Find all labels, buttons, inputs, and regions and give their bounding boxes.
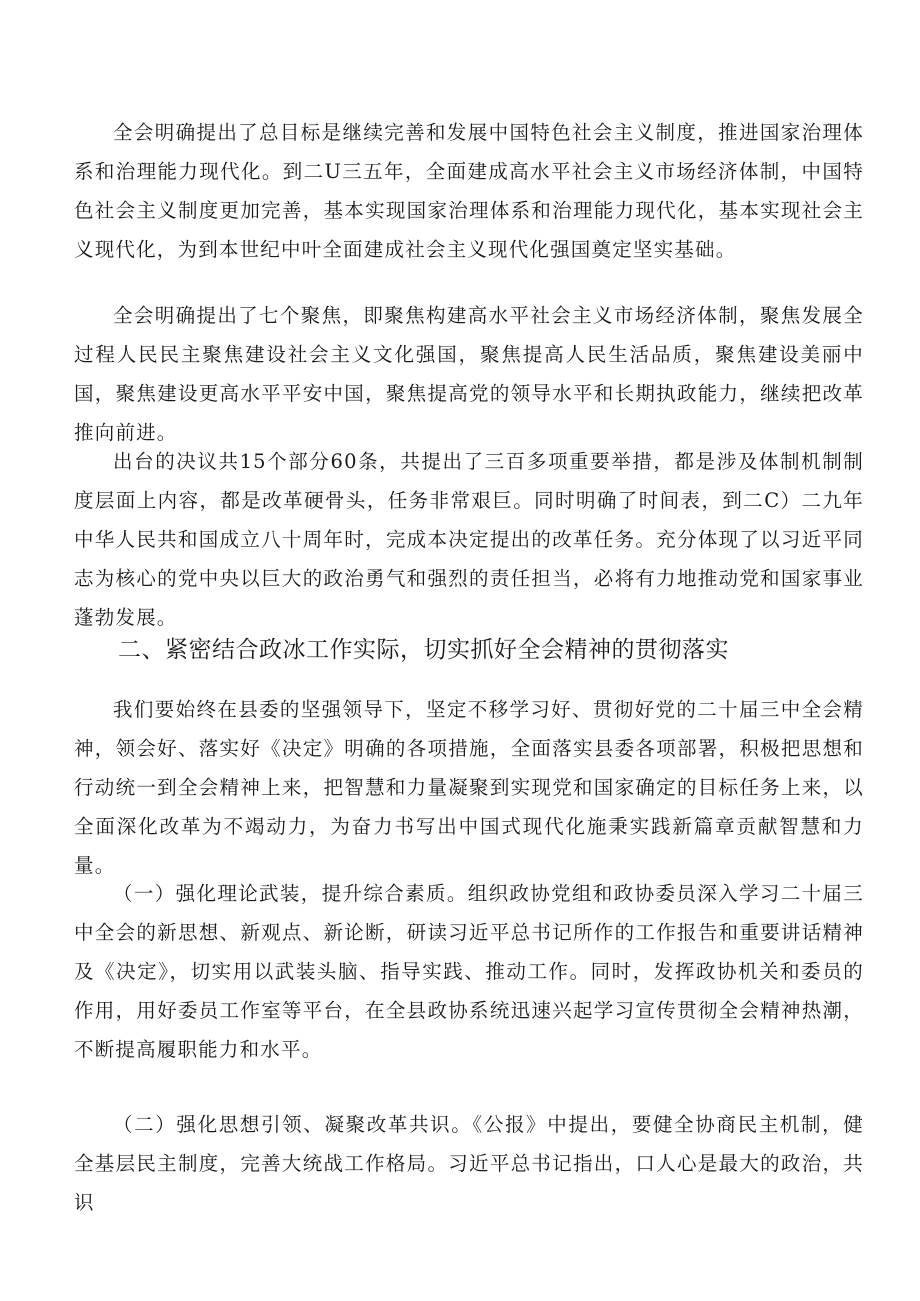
paragraph-theory-armament: （一）强化理论武装，提升综合素质。组织政协党组和政协委员深入学习二十届三中全会的新思想、新观点、新论断，研读习近平总书记所作的工作报告和重要讲话精神及《决定》，切实用以武装头脑、指导实践、推动工作。同时，发挥政协机关和委员的作用，用好委员工作室等平台，在全县政协系统迅速兴起学习宣传贯彻全会精神热潮，不断提高履职能力和水平。 [74, 882, 864, 1061]
paragraph-seven-focuses: 全会明确提出了七个聚焦，即聚焦构建高水平社会主义市场经济体制，聚焦发展全过程人民民主聚焦建设社会主义文化强国，聚焦提高人民生活品质，聚焦建设美丽中国，聚焦建设更高水平平安中国，聚焦提高党的领导水平和长期执政能力，继续把改革推向前进。 [74, 304, 864, 444]
paragraph-decision-content: 出台的决议共15个部分60条，共提出了三百多项重要举措，都是涉及体制机制制度层面上内容，都是改革硬骨头，任务非常艰巨。同时明确了时间表，到二C）二九年中华人民共和国成立八十周年时，完成本决定提出的改革任务。充分体现了以习近平同志为核心的党中央以巨大的政治勇气和强烈的责任担当，必将有力地推动党和国家事业蓬勃发展。 [74, 450, 864, 629]
paragraph-overall-goal: 全会明确提出了总目标是继续完善和发展中国特色社会主义制度，推进国家治理体系和治理能力现代化。到二U三五年，全面建成高水平社会主义市场经济体制，中国特色社会主义制度更加完善，基本实现国家治理体系和治理能力现代化，基本实现社会主义现代化，为到本世纪中叶全面建成社会主义现代化强国奠定坚实基础。 [74, 121, 864, 261]
paragraph-ideological-guidance: （二）强化思想引领、凝聚改革共识。《公报》中提出，要健全协商民主机制，健全基层民主制度，完善大统战工作格局。习近平总书记指出，口人心是最大的政治，共识 [74, 1113, 864, 1214]
paragraph-implementation: 我们要始终在县委的坚强领导下，坚定不移学习好、贯彻好党的二十届三中全会精神，领会好、落实好《决定》明确的各项措施，全面落实县委各项部署，积极把思想和行动统一到全会精神上来，把智慧和力量凝聚到实现党和国家确定的目标任务上来，以全面深化改革为不竭动力，为奋力书写出中国式现代化施秉实践新篇章贡献智慧和力量。 [74, 698, 864, 877]
section-heading: 二、紧密结合政冰工作实际，切实抓好全会精神的贯彻落实 [118, 637, 729, 663]
